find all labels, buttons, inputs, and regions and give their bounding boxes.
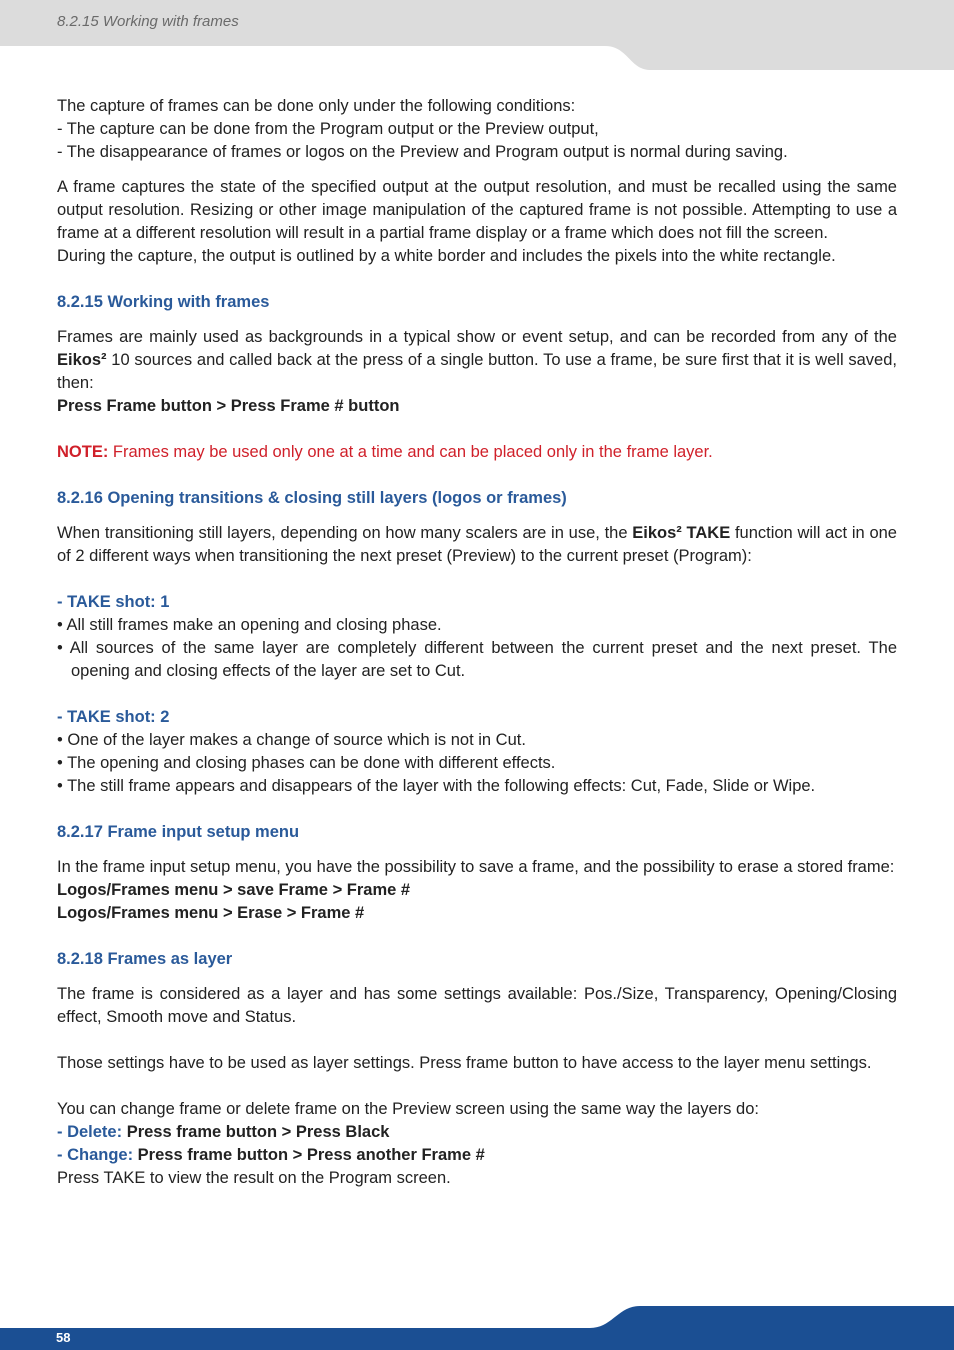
text-run: 10 sources and called back at the press of a single button. To use a frame, be sure first that it is well saved, then: (57, 351, 897, 392)
footer-band (0, 1300, 954, 1350)
brand-name: Eikos² TAKE (632, 524, 731, 542)
bullet-item: • The still frame appears and disappears of the layer with the following effects: Cut, Fade, Slide or Wipe. (57, 777, 816, 795)
section-paragraph: You can change frame or delete frame on the Preview screen using the same way the layers do: (57, 1100, 759, 1118)
section-paragraph (57, 326, 897, 395)
brand-name: Eikos² (57, 351, 107, 369)
section-heading: 8.2.16 Opening transitions & closing still layers (logos or frames) (57, 489, 567, 507)
text-run: function will act in one of 2 different ways when transitioning the next preset (Preview) to the current preset (Program): (57, 524, 897, 565)
intro-paragraph: A frame captures the state of the specified output at the output resolution, and must be recalled using the same output resolution. Resizing or other image manipulation of the captured frame is not possible. Attempting to use a frame at a different resolution will result in a partial frame display or a frame which does not fill the screen. (57, 178, 897, 242)
intro-line: - The disappearance of frames or logos on the Preview and Program output is normal during saving. (57, 143, 788, 161)
intro-line: - The capture can be done from the Program output or the Preview output, (57, 120, 599, 138)
section-paragraph: In the frame input setup menu, you have the possibility to save a frame, and the possibility to erase a stored frame: (57, 858, 895, 876)
section-paragraph: Those settings have to be used as layer settings. Press frame button to have access to the layer menu settings. (57, 1054, 872, 1072)
section-paragraph (57, 522, 897, 568)
command-line (57, 1144, 897, 1167)
bullet-item: • All still frames make an opening and closing phase. (57, 616, 442, 634)
text-run: Frames are mainly used as backgrounds in a typical show or event setup, and can be recorded from any of the (57, 328, 897, 346)
command-line: Press Frame button > Press Frame # button (57, 397, 400, 415)
subsection-title: - TAKE shot: 1 (57, 593, 170, 611)
intro-line: The capture of frames can be done only under the following conditions: (57, 97, 576, 115)
section-heading: 8.2.18 Frames as layer (57, 950, 233, 968)
command-line (57, 1121, 897, 1144)
note-text: Frames may be used only one at a time and can be placed only in the frame layer. (108, 443, 713, 461)
section-heading: 8.2.17 Frame input setup menu (57, 823, 300, 841)
text-run: When transitioning still layers, depending on how many scalers are in use, the (57, 524, 633, 542)
command-label: - Change: (57, 1146, 134, 1164)
command-line: Logos/Frames menu > Erase > Frame # (57, 904, 365, 922)
bullet-item: • All sources of the same layer are completely different between the current preset and the next preset. The opening and closing effects of the layer are set to Cut. (57, 639, 897, 680)
command-line: Logos/Frames menu > save Frame > Frame # (57, 881, 411, 899)
command-label: - Delete: (57, 1123, 123, 1141)
bullet-item: • One of the layer makes a change of source which is not in Cut. (57, 731, 526, 749)
note (57, 441, 897, 464)
page-number: 58 (56, 1330, 71, 1345)
note-label: NOTE: (57, 443, 109, 461)
section-paragraph: The frame is considered as a layer and has some settings available: Pos./Size, Transparency, Opening/Closing effect, Smooth move and Status. (57, 985, 897, 1026)
page-content (57, 95, 897, 1190)
running-header: 8.2.15 Working with frames (57, 13, 239, 30)
subsection-title: - TAKE shot: 2 (57, 708, 170, 726)
header-band (0, 0, 954, 70)
section-paragraph: Press TAKE to view the result on the Program screen. (57, 1169, 451, 1187)
command-text: Press frame button > Press Black (122, 1123, 390, 1141)
section-heading: 8.2.15 Working with frames (57, 293, 270, 311)
intro-paragraph: During the capture, the output is outlined by a white border and includes the pixels into the white rectangle. (57, 247, 836, 265)
command-text: Press frame button > Press another Frame # (133, 1146, 485, 1164)
bullet-item: • The opening and closing phases can be done with different effects. (57, 754, 556, 772)
